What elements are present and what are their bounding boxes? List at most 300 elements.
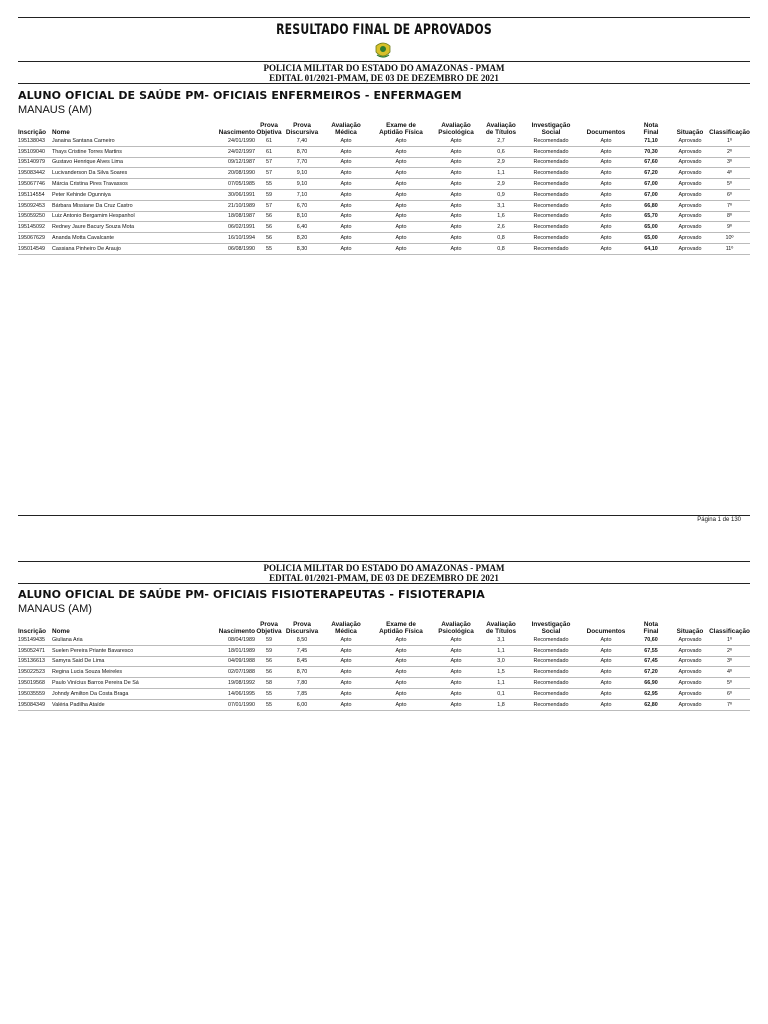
cell-prova-discursiva: 6,00: [283, 699, 321, 710]
col-situacao: Situação: [676, 129, 704, 136]
cell-situacao: Aprovado: [671, 168, 709, 179]
cell-classificacao: 2º: [709, 645, 750, 656]
col-exame-aptidao-l1: Exame de: [386, 122, 416, 129]
col-prova-objetiva: [255, 621, 283, 635]
cell-nome: Ananda Motta Cavalcante: [52, 233, 215, 244]
cell-documentos: Apto: [581, 656, 631, 667]
col-avaliacao-psico-l1: Avaliação: [441, 621, 471, 628]
cell-prova-discursiva: 7,85: [283, 688, 321, 699]
col-prova-discursiva-l1: Prova: [293, 621, 311, 628]
cell-classificacao: 6º: [709, 688, 750, 699]
cell-inscricao: 195092453: [18, 200, 52, 211]
col-avaliacao-titulos: [481, 122, 521, 136]
col-avaliacao-psico-l1: Avaliação: [441, 122, 471, 129]
cell-investigacao-social: Recomendado: [521, 635, 581, 645]
results-body-2: [18, 635, 750, 710]
col-prova-objetiva-l2: Objetiva: [256, 628, 282, 635]
cell-nome: Cassiana Pinheiro De Araujo: [52, 243, 215, 254]
col-nota-final: [631, 621, 671, 635]
cell-classificacao: 6º: [709, 189, 750, 200]
table-row: [18, 667, 750, 678]
cell-situacao: Aprovado: [671, 233, 709, 244]
cell-prova-discursiva: 6,70: [283, 200, 321, 211]
table-row: [18, 168, 750, 179]
cell-exame-aptidao: Apto: [371, 233, 431, 244]
cell-avaliacao-medica: Apto: [321, 667, 371, 678]
col-avaliacao-titulos-l2: de Títulos: [485, 628, 517, 635]
cell-nome: Lucivanderson Da Silva Soares: [52, 168, 215, 179]
header-rule-2: [18, 83, 750, 84]
cell-exame-aptidao: Apto: [371, 688, 431, 699]
cell-nota-final: 66,80: [631, 200, 671, 211]
cell-nascimento: 07/05/1985: [215, 179, 255, 190]
cell-prova-objetiva: 56: [255, 222, 283, 233]
col-avaliacao-medica-l2: Médica: [335, 628, 357, 635]
cell-investigacao-social: Recomendado: [521, 146, 581, 157]
cell-situacao: Aprovado: [671, 645, 709, 656]
table-row: [18, 635, 750, 645]
col-nome: Nome: [52, 628, 70, 635]
cell-avaliacao-titulos: 1,1: [481, 168, 521, 179]
edital-line-2: EDITAL 01/2021-PMAM, DE 03 DE DEZEMBRO DE 2021: [269, 573, 499, 583]
cell-documentos: Apto: [581, 667, 631, 678]
cell-inscricao: 195052471: [18, 645, 52, 656]
col-exame-aptidao: [371, 621, 431, 635]
col-nascimento: Nascimento: [218, 628, 255, 635]
col-situacao: Situação: [676, 628, 704, 635]
cell-avaliacao-psicologica: Apto: [431, 222, 481, 233]
col-exame-aptidao-l2: Aptidão Física: [379, 628, 423, 635]
cell-avaliacao-titulos: 1,6: [481, 211, 521, 222]
cell-nascimento: 18/01/1989: [215, 645, 255, 656]
col-nota-final-l2: Final: [643, 628, 659, 635]
cell-prova-discursiva: 9,10: [283, 168, 321, 179]
cell-avaliacao-medica: Apto: [321, 179, 371, 190]
cell-prova-discursiva: 8,50: [283, 635, 321, 645]
col-avaliacao-psicologica: [431, 122, 481, 136]
cell-situacao: Aprovado: [671, 222, 709, 233]
cell-avaliacao-psicologica: Apto: [431, 200, 481, 211]
cell-inscricao: 195035559: [18, 688, 52, 699]
cell-prova-objetiva: 56: [255, 667, 283, 678]
cell-classificacao: 10º: [709, 233, 750, 244]
cell-nota-final: 67,60: [631, 157, 671, 168]
col-investigacao-social: [521, 122, 581, 136]
cell-nascimento: 19/08/1992: [215, 678, 255, 689]
col-prova-objetiva-l1: Prova: [260, 621, 278, 628]
cell-avaliacao-titulos: 2,7: [481, 136, 521, 146]
cell-nota-final: 67,55: [631, 645, 671, 656]
cell-nascimento: 30/06/1991: [215, 189, 255, 200]
cell-documentos: Apto: [581, 243, 631, 254]
cell-avaliacao-medica: Apto: [321, 200, 371, 211]
cell-avaliacao-medica: Apto: [321, 688, 371, 699]
header-rule-3: [18, 561, 750, 562]
cell-classificacao: 2º: [709, 146, 750, 157]
cell-nascimento: 16/10/1994: [215, 233, 255, 244]
cell-nota-final: 62,80: [631, 699, 671, 710]
col-prova-discursiva-l2: Discursiva: [285, 628, 319, 635]
cell-situacao: Aprovado: [671, 200, 709, 211]
cell-classificacao: 5º: [709, 179, 750, 190]
cell-avaliacao-titulos: 0,6: [481, 146, 521, 157]
cell-exame-aptidao: Apto: [371, 678, 431, 689]
cell-inscricao: 195138043: [18, 136, 52, 146]
col-documentos: Documentos: [586, 129, 626, 136]
table-row: [18, 656, 750, 667]
cell-nome: Suelen Pereira Priante Bavaresco: [52, 645, 215, 656]
cell-avaliacao-medica: Apto: [321, 146, 371, 157]
cell-situacao: Aprovado: [671, 635, 709, 645]
institution-name-2: POLICIA MILITAR DO ESTADO DO AMAZONAS - PMAM: [263, 563, 505, 573]
cell-avaliacao-psicologica: Apto: [431, 179, 481, 190]
cell-prova-objetiva: 55: [255, 699, 283, 710]
cell-avaliacao-titulos: 1,1: [481, 678, 521, 689]
col-prova-objetiva-l1: Prova: [260, 122, 278, 129]
cell-situacao: Aprovado: [671, 699, 709, 710]
cell-inscricao: 195014549: [18, 243, 52, 254]
cell-situacao: Aprovado: [671, 146, 709, 157]
cell-prova-objetiva: 55: [255, 243, 283, 254]
col-avaliacao-medica-l2: Médica: [335, 129, 357, 136]
cell-inscricao: 195067629: [18, 233, 52, 244]
top-rule: [18, 17, 750, 18]
cell-avaliacao-titulos: 2,6: [481, 222, 521, 233]
cell-exame-aptidao: Apto: [371, 222, 431, 233]
col-investigacao-l1: Investigação: [531, 621, 571, 628]
footer-rule: [18, 515, 750, 516]
cell-investigacao-social: Recomendado: [521, 168, 581, 179]
cell-prova-discursiva: 8,70: [283, 146, 321, 157]
cell-documentos: Apto: [581, 233, 631, 244]
cell-avaliacao-titulos: 3,1: [481, 635, 521, 645]
cell-avaliacao-psicologica: Apto: [431, 688, 481, 699]
cell-prova-discursiva: 8,45: [283, 656, 321, 667]
cell-avaliacao-titulos: 3,0: [481, 656, 521, 667]
cell-investigacao-social: Recomendado: [521, 222, 581, 233]
cell-avaliacao-titulos: 1,8: [481, 699, 521, 710]
cell-investigacao-social: Recomendado: [521, 688, 581, 699]
cell-documentos: Apto: [581, 635, 631, 645]
cell-prova-objetiva: 56: [255, 211, 283, 222]
cell-documentos: Apto: [581, 645, 631, 656]
cell-investigacao-social: Recomendado: [521, 200, 581, 211]
cell-prova-objetiva: 59: [255, 645, 283, 656]
col-inscricao: Inscrição: [18, 628, 47, 635]
col-inscricao: Inscrição: [18, 129, 47, 136]
cell-nascimento: 18/08/1987: [215, 211, 255, 222]
cell-documentos: Apto: [581, 168, 631, 179]
col-documentos: Documentos: [586, 628, 626, 635]
cell-nota-final: 71,10: [631, 136, 671, 146]
cell-prova-objetiva: 56: [255, 656, 283, 667]
cell-classificacao: 4º: [709, 168, 750, 179]
cell-inscricao: 195109040: [18, 146, 52, 157]
cell-nome: Márcia Cristina Pires Travassos: [52, 179, 215, 190]
cell-documentos: Apto: [581, 211, 631, 222]
cell-avaliacao-psicologica: Apto: [431, 645, 481, 656]
table-row: [18, 157, 750, 168]
cell-avaliacao-titulos: 3,1: [481, 200, 521, 211]
cell-nascimento: 06/02/1991: [215, 222, 255, 233]
cell-documentos: Apto: [581, 136, 631, 146]
col-investigacao-l1: Investigação: [531, 122, 571, 129]
cell-documentos: Apto: [581, 157, 631, 168]
col-investigacao-l2: Social: [541, 628, 561, 635]
cell-inscricao: 195019568: [18, 678, 52, 689]
cell-investigacao-social: Recomendado: [521, 179, 581, 190]
cell-inscricao: 195022523: [18, 667, 52, 678]
cell-exame-aptidao: Apto: [371, 656, 431, 667]
cell-documentos: Apto: [581, 699, 631, 710]
cell-avaliacao-titulos: 0,8: [481, 233, 521, 244]
cell-investigacao-social: Recomendado: [521, 233, 581, 244]
col-classificacao: Classificação: [709, 628, 750, 635]
cell-situacao: Aprovado: [671, 656, 709, 667]
cell-prova-discursiva: 8,20: [283, 233, 321, 244]
cell-prova-discursiva: 8,30: [283, 243, 321, 254]
institution-name: POLICIA MILITAR DO ESTADO DO AMAZONAS - PMAM: [263, 63, 505, 73]
table-row: [18, 688, 750, 699]
cell-nome: Janaina Santana Carneiro: [52, 136, 215, 146]
section-title: ALUNO OFICIAL DE SAÚDE PM- OFICIAIS ENFERMEIROS - ENFERMAGEM: [18, 89, 462, 102]
cell-avaliacao-psicologica: Apto: [431, 699, 481, 710]
cell-avaliacao-medica: Apto: [321, 645, 371, 656]
cell-inscricao: 195084349: [18, 699, 52, 710]
cell-avaliacao-psicologica: Apto: [431, 189, 481, 200]
cell-exame-aptidao: Apto: [371, 243, 431, 254]
cell-classificacao: 1º: [709, 136, 750, 146]
table-row: [18, 189, 750, 200]
cell-inscricao: 195059250: [18, 211, 52, 222]
cell-investigacao-social: Recomendado: [521, 678, 581, 689]
table-row: [18, 678, 750, 689]
cell-classificacao: 3º: [709, 157, 750, 168]
cell-exame-aptidao: Apto: [371, 667, 431, 678]
cell-avaliacao-psicologica: Apto: [431, 667, 481, 678]
section-city-2: MANAUS (AM): [18, 603, 92, 615]
cell-inscricao: 195067746: [18, 179, 52, 190]
col-prova-discursiva-l1: Prova: [293, 122, 311, 129]
cell-avaliacao-medica: Apto: [321, 699, 371, 710]
cell-situacao: Aprovado: [671, 667, 709, 678]
cell-prova-objetiva: 58: [255, 678, 283, 689]
edital-line: EDITAL 01/2021-PMAM, DE 03 DE DEZEMBRO DE 2021: [269, 73, 499, 83]
cell-prova-objetiva: 59: [255, 189, 283, 200]
cell-avaliacao-medica: Apto: [321, 233, 371, 244]
cell-classificacao: 7º: [709, 200, 750, 211]
cell-situacao: Aprovado: [671, 189, 709, 200]
cell-exame-aptidao: Apto: [371, 168, 431, 179]
cell-exame-aptidao: Apto: [371, 146, 431, 157]
cell-nome: Johndy Amilton Da Costa Braga: [52, 688, 215, 699]
cell-exame-aptidao: Apto: [371, 211, 431, 222]
cell-nascimento: 20/08/1990: [215, 168, 255, 179]
cell-prova-discursiva: 8,70: [283, 667, 321, 678]
cell-classificacao: 9º: [709, 222, 750, 233]
header-rule-4: [18, 583, 750, 584]
col-nota-final: [631, 122, 671, 136]
cell-avaliacao-medica: Apto: [321, 189, 371, 200]
cell-inscricao: 195136613: [18, 656, 52, 667]
cell-classificacao: 8º: [709, 211, 750, 222]
col-exame-aptidao-l1: Exame de: [386, 621, 416, 628]
cell-avaliacao-psicologica: Apto: [431, 635, 481, 645]
cell-avaliacao-medica: Apto: [321, 136, 371, 146]
cell-avaliacao-psicologica: Apto: [431, 678, 481, 689]
cell-classificacao: 11º: [709, 243, 750, 254]
cell-situacao: Aprovado: [671, 678, 709, 689]
cell-avaliacao-medica: Apto: [321, 635, 371, 645]
cell-inscricao: 195083442: [18, 168, 52, 179]
cell-avaliacao-titulos: 1,1: [481, 645, 521, 656]
results-table-2: [18, 621, 750, 711]
col-avaliacao-titulos: [481, 621, 521, 635]
col-prova-discursiva: [283, 122, 321, 136]
cell-exame-aptidao: Apto: [371, 699, 431, 710]
table-row: [18, 179, 750, 190]
cell-nota-final: 67,20: [631, 168, 671, 179]
cell-situacao: Aprovado: [671, 243, 709, 254]
cell-nascimento: 24/02/1997: [215, 146, 255, 157]
cell-documentos: Apto: [581, 189, 631, 200]
col-avaliacao-medica-l1: Avaliação: [331, 621, 361, 628]
cell-nota-final: 67,00: [631, 189, 671, 200]
cell-exame-aptidao: Apto: [371, 645, 431, 656]
cell-nota-final: 64,10: [631, 243, 671, 254]
cell-nome: Giuliana Aria: [52, 635, 215, 645]
cell-avaliacao-psicologica: Apto: [431, 157, 481, 168]
col-nota-final-l1: Nota: [643, 122, 659, 129]
cell-nota-final: 65,00: [631, 233, 671, 244]
cell-nota-final: 70,60: [631, 635, 671, 645]
cell-prova-objetiva: 57: [255, 168, 283, 179]
cell-nota-final: 65,70: [631, 211, 671, 222]
cell-investigacao-social: Recomendado: [521, 699, 581, 710]
cell-prova-objetiva: 57: [255, 200, 283, 211]
cell-nascimento: 08/04/1989: [215, 635, 255, 645]
cell-prova-objetiva: 57: [255, 157, 283, 168]
cell-avaliacao-psicologica: Apto: [431, 243, 481, 254]
cell-nome: Thays Cristine Torres Martins: [52, 146, 215, 157]
col-nota-final-l1: Nota: [643, 621, 659, 628]
cell-nascimento: 09/12/1987: [215, 157, 255, 168]
table-row: [18, 233, 750, 244]
cell-inscricao: 195140979: [18, 157, 52, 168]
cell-prova-objetiva: 61: [255, 146, 283, 157]
cell-nome: Bárbara Missiane Da Cruz Castro: [52, 200, 215, 211]
cell-nascimento: 24/01/1990: [215, 136, 255, 146]
col-avaliacao-titulos-l2: de Títulos: [485, 129, 517, 136]
cell-inscricao: 195145092: [18, 222, 52, 233]
cell-situacao: Aprovado: [671, 211, 709, 222]
col-exame-aptidao-l2: Aptidão Física: [379, 129, 423, 136]
col-investigacao-social: [521, 621, 581, 635]
cell-prova-discursiva: 8,10: [283, 211, 321, 222]
cell-nascimento: 21/10/1989: [215, 200, 255, 211]
cell-prova-objetiva: 55: [255, 179, 283, 190]
cell-situacao: Aprovado: [671, 179, 709, 190]
cell-investigacao-social: Recomendado: [521, 189, 581, 200]
cell-nota-final: 66,90: [631, 678, 671, 689]
table-row: [18, 222, 750, 233]
cell-prova-objetiva: 56: [255, 233, 283, 244]
cell-situacao: Aprovado: [671, 688, 709, 699]
col-prova-objetiva: [255, 122, 283, 136]
cell-avaliacao-titulos: 1,5: [481, 667, 521, 678]
cell-prova-discursiva: 7,10: [283, 189, 321, 200]
table-row: [18, 243, 750, 254]
cell-documentos: Apto: [581, 146, 631, 157]
cell-avaliacao-titulos: 0,1: [481, 688, 521, 699]
col-avaliacao-psico-l2: Psicológica: [438, 628, 474, 635]
cell-classificacao: 1º: [709, 635, 750, 645]
cell-nota-final: 62,95: [631, 688, 671, 699]
cell-nota-final: 67,45: [631, 656, 671, 667]
cell-nota-final: 70,30: [631, 146, 671, 157]
cell-prova-discursiva: 7,70: [283, 157, 321, 168]
col-avaliacao-psicologica: [431, 621, 481, 635]
section-title-2: ALUNO OFICIAL DE SAÚDE PM- OFICIAIS FISIOTERAPEUTAS - FISIOTERAPIA: [18, 588, 485, 601]
cell-nome: Redney Jaure Bacury Souza Mota: [52, 222, 215, 233]
document-title: RESULTADO FINAL DE APROVADOS: [276, 22, 492, 38]
col-avaliacao-titulos-l1: Avaliação: [486, 122, 516, 129]
table-row: [18, 200, 750, 211]
col-investigacao-l2: Social: [541, 129, 561, 136]
col-prova-discursiva-l2: Discursiva: [285, 129, 319, 136]
cell-exame-aptidao: Apto: [371, 200, 431, 211]
cell-nome: Paulo Vinícius Barros Pereira De Sá: [52, 678, 215, 689]
cell-prova-discursiva: 7,40: [283, 136, 321, 146]
cell-nascimento: 07/01/1990: [215, 699, 255, 710]
cell-avaliacao-medica: Apto: [321, 222, 371, 233]
cell-nascimento: 02/07/1988: [215, 667, 255, 678]
cell-investigacao-social: Recomendado: [521, 656, 581, 667]
cell-prova-objetiva: 61: [255, 136, 283, 146]
cell-avaliacao-medica: Apto: [321, 243, 371, 254]
cell-prova-discursiva: 9,10: [283, 179, 321, 190]
cell-avaliacao-psicologica: Apto: [431, 136, 481, 146]
cell-nota-final: 65,00: [631, 222, 671, 233]
cell-nome: Valéria Padilha Ataíde: [52, 699, 215, 710]
cell-prova-discursiva: 6,40: [283, 222, 321, 233]
page-number: Página 1 de 130: [697, 517, 741, 523]
section-city: MANAUS (AM): [18, 104, 92, 116]
cell-classificacao: 5º: [709, 678, 750, 689]
cell-documentos: Apto: [581, 200, 631, 211]
state-coat-of-arms-icon: [374, 40, 392, 60]
cell-nome: Samyra Said De Lima: [52, 656, 215, 667]
cell-classificacao: 3º: [709, 656, 750, 667]
cell-nome: Gustavo Henrique Alves Lima: [52, 157, 215, 168]
col-nome: Nome: [52, 129, 70, 136]
cell-investigacao-social: Recomendado: [521, 667, 581, 678]
cell-investigacao-social: Recomendado: [521, 136, 581, 146]
cell-investigacao-social: Recomendado: [521, 243, 581, 254]
cell-investigacao-social: Recomendado: [521, 645, 581, 656]
cell-prova-discursiva: 7,80: [283, 678, 321, 689]
cell-avaliacao-titulos: 2,9: [481, 157, 521, 168]
cell-avaliacao-titulos: 0,8: [481, 243, 521, 254]
cell-situacao: Aprovado: [671, 136, 709, 146]
results-table: [18, 122, 750, 255]
cell-prova-objetiva: 55: [255, 688, 283, 699]
cell-exame-aptidao: Apto: [371, 179, 431, 190]
cell-avaliacao-psicologica: Apto: [431, 211, 481, 222]
cell-avaliacao-medica: Apto: [321, 211, 371, 222]
results-body: [18, 136, 750, 254]
cell-nome: Luiz Antonio Bergamim Hespanhol: [52, 211, 215, 222]
